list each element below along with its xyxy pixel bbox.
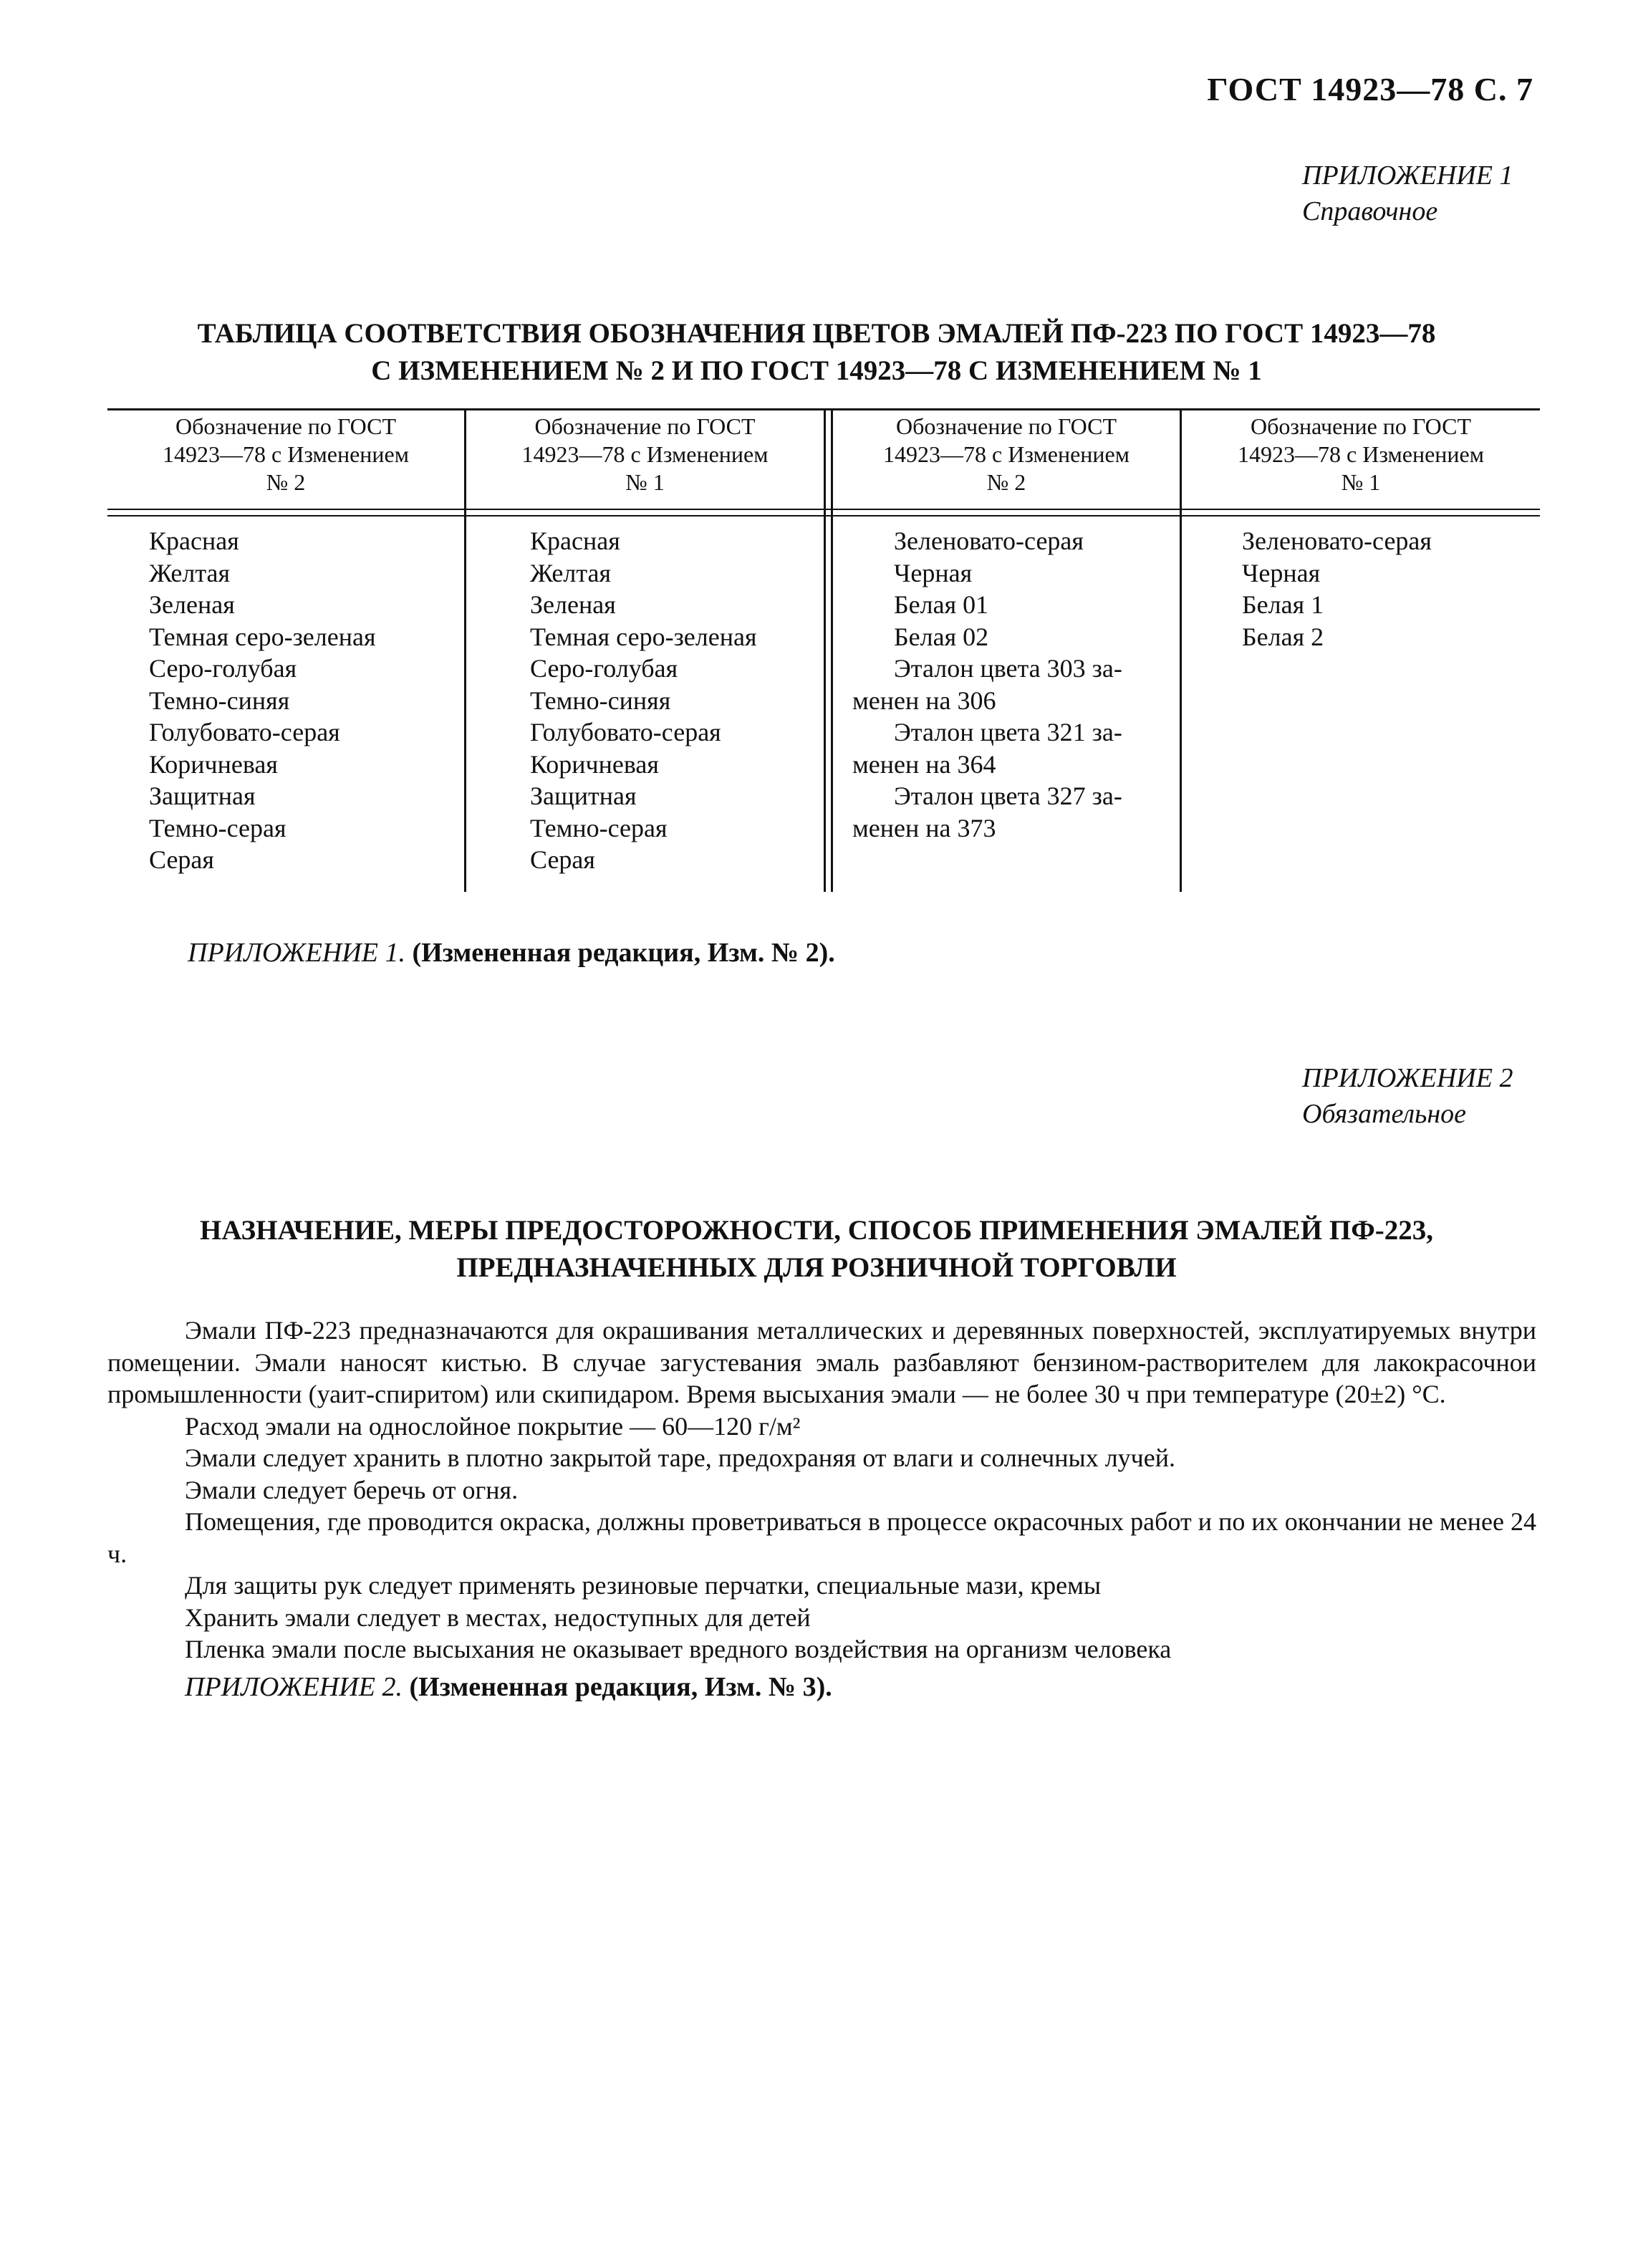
body-paragraph: Эмали следует хранить в плотно закрытой таре, предохраняя от влаги и солнечных лучей. <box>185 1443 1176 1472</box>
table-cell: Коричневая <box>530 749 659 779</box>
body-paragraph: Пленка эмали после высыхания не оказывает вредного воздействия на организм человека <box>185 1635 1172 1663</box>
body-paragraph: Помещения, где проводится окраска, должны проветриваться в процессе окрасочных работ и по их окончании не менее 24 ч. <box>107 1507 1536 1568</box>
table-cell: Зеленая <box>530 590 616 619</box>
table-cell: Серо-голубая <box>530 654 678 683</box>
appendix-2-label-block <box>1302 1060 1513 1132</box>
table-cell: Серо-голубая <box>149 654 297 683</box>
appendix-1-label: ПРИЛОЖЕНИЕ 1 <box>1302 160 1513 191</box>
table-cell: Желтая <box>149 558 231 587</box>
table-column-1 <box>149 525 376 876</box>
appendix-2-label: ПРИЛОЖЕНИЕ 2 <box>1302 1063 1513 1093</box>
table-cell: Белая 02 <box>894 622 989 651</box>
table-col-divider-2a <box>824 408 826 892</box>
table-column-4 <box>1242 525 1432 653</box>
table-cell: Темно-серая <box>149 813 286 842</box>
appendix-1-edit-note-label: ПРИЛОЖЕНИЕ 1. <box>188 938 405 968</box>
table-cell: Темная серо-зеленая <box>530 622 757 651</box>
table-cell: Красная <box>149 527 239 555</box>
table-cell: Белая 2 <box>1242 622 1324 651</box>
table-cell: Эталон цвета 303 за- <box>894 654 1122 683</box>
appendix-2-edit-note-label: ПРИЛОЖЕНИЕ 2. <box>185 1671 403 1702</box>
appendix-2-heading-line1: НАЗНАЧЕНИЕ, МЕРЫ ПРЕДОСТОРОЖНОСТИ, СПОСОБ ПРИМЕНЕНИЯ ЭМАЛЕЙ ПФ-223, <box>200 1215 1433 1246</box>
appendix-1-heading <box>100 315 1533 390</box>
appendix-1-label-block <box>1302 158 1513 229</box>
table-cell: Желтая <box>530 558 612 587</box>
table-cell: Темно-синяя <box>530 686 671 715</box>
table-cell: Коричневая <box>149 749 278 779</box>
table-cell: Черная <box>1242 558 1321 587</box>
table-cell: Серая <box>149 845 214 874</box>
table-cell: Темно-серая <box>530 813 668 842</box>
page-header: ГОСТ 14923—78 С. 7 <box>1207 71 1533 107</box>
table-column-2 <box>530 525 757 876</box>
table-cell: Защитная <box>149 782 256 810</box>
appendix-1-heading-line1: ТАБЛИЦА СООТВЕТСТВИЯ ОБОЗНАЧЕНИЯ ЦВЕТОВ ЭМАЛЕЙ ПФ-223 ПО ГОСТ 14923—78 <box>197 318 1436 349</box>
table-header-cell: Обозначение по ГОСТ 14923—78 с Изменением № 1 <box>521 413 769 495</box>
appendix-2-body <box>107 1315 1536 1703</box>
table-cell: Белая 01 <box>894 590 989 619</box>
appendix-1-heading-line2: С ИЗМЕНЕНИЕМ № 2 И ПО ГОСТ 14923—78 С ИЗМЕНЕНИЕМ № 1 <box>371 355 1262 386</box>
table-cell: Зеленовато-серая <box>894 527 1084 555</box>
table-cell: менен на 306 <box>852 686 996 715</box>
table-cell: Черная <box>894 558 973 587</box>
table-header-cell: Обозначение по ГОСТ 14923—78 с Изменением № 2 <box>163 413 409 495</box>
appendix-2-kind: Обязательное <box>1302 1099 1467 1129</box>
table-cell: Защитная <box>530 782 637 810</box>
appendix-1-edit-note-text: (Измененная редакция, Изм. № 2). <box>412 938 835 968</box>
appendix-2-heading-line2: ПРЕДНАЗНАЧЕННЫХ ДЛЯ РОЗНИЧНОЙ ТОРГОВЛИ <box>456 1252 1177 1283</box>
table-cell: Голубовато-серая <box>530 718 721 746</box>
appendix-2-edit-note-text: (Измененная редакция, Изм. № 3). <box>409 1671 832 1702</box>
table-cell: Голубовато-серая <box>149 718 340 746</box>
table-cell: Темная серо-зеленая <box>149 622 376 651</box>
body-paragraph: Расход эмали на однослойное покрытие — 60—120 г/м² <box>185 1411 801 1441</box>
body-paragraph: Для защиты рук следует применять резиновые перчатки, специальные мази, кремы <box>185 1571 1102 1600</box>
table-cell: Белая 1 <box>1242 590 1324 619</box>
body-paragraph: Хранить эмали следует в местах, недоступных для детей <box>185 1603 811 1632</box>
table-column-3 <box>852 525 1122 844</box>
table-cell: Темно-синяя <box>149 686 290 715</box>
color-correspondence-table <box>107 408 1540 892</box>
appendix-2-edit-note <box>107 1671 1536 1704</box>
appendix-1-edit-note <box>188 937 835 969</box>
table-cell: Красная <box>530 527 620 555</box>
table-header-cell: Обозначение по ГОСТ 14923—78 с Изменением № 2 <box>883 413 1130 495</box>
table-cell: менен на 364 <box>852 749 996 779</box>
table-cell: Серая <box>530 845 595 874</box>
table-cell: Зеленая <box>149 590 235 619</box>
appendix-1-kind: Справочное <box>1302 196 1438 226</box>
appendix-2-heading <box>100 1212 1533 1287</box>
table-cell: Эталон цвета 327 за- <box>894 782 1122 810</box>
body-paragraph: Эмали следует беречь от огня. <box>185 1475 519 1504</box>
table-cell: Эталон цвета 321 за- <box>894 718 1122 746</box>
table-header-cell: Обозначение по ГОСТ 14923—78 с Изменением № 1 <box>1238 413 1484 495</box>
body-paragraph: Эмали ПФ-223 предназначаются для окрашивания металлических и деревянных поверхностей, эксплуатируемых внутри помещении. Эмали наносят кистью. В случае загустевания эмаль разбавляют бензином-растворителем для лакокрасочнои промышленности (уаит-спиритом) или скипидаром. Время высыхания эмали — не более 30 ч при температуре (20±2) °С. <box>107 1316 1536 1408</box>
table-cell: менен на 373 <box>852 813 996 842</box>
table-cell: Зеленовато-серая <box>1242 527 1432 555</box>
